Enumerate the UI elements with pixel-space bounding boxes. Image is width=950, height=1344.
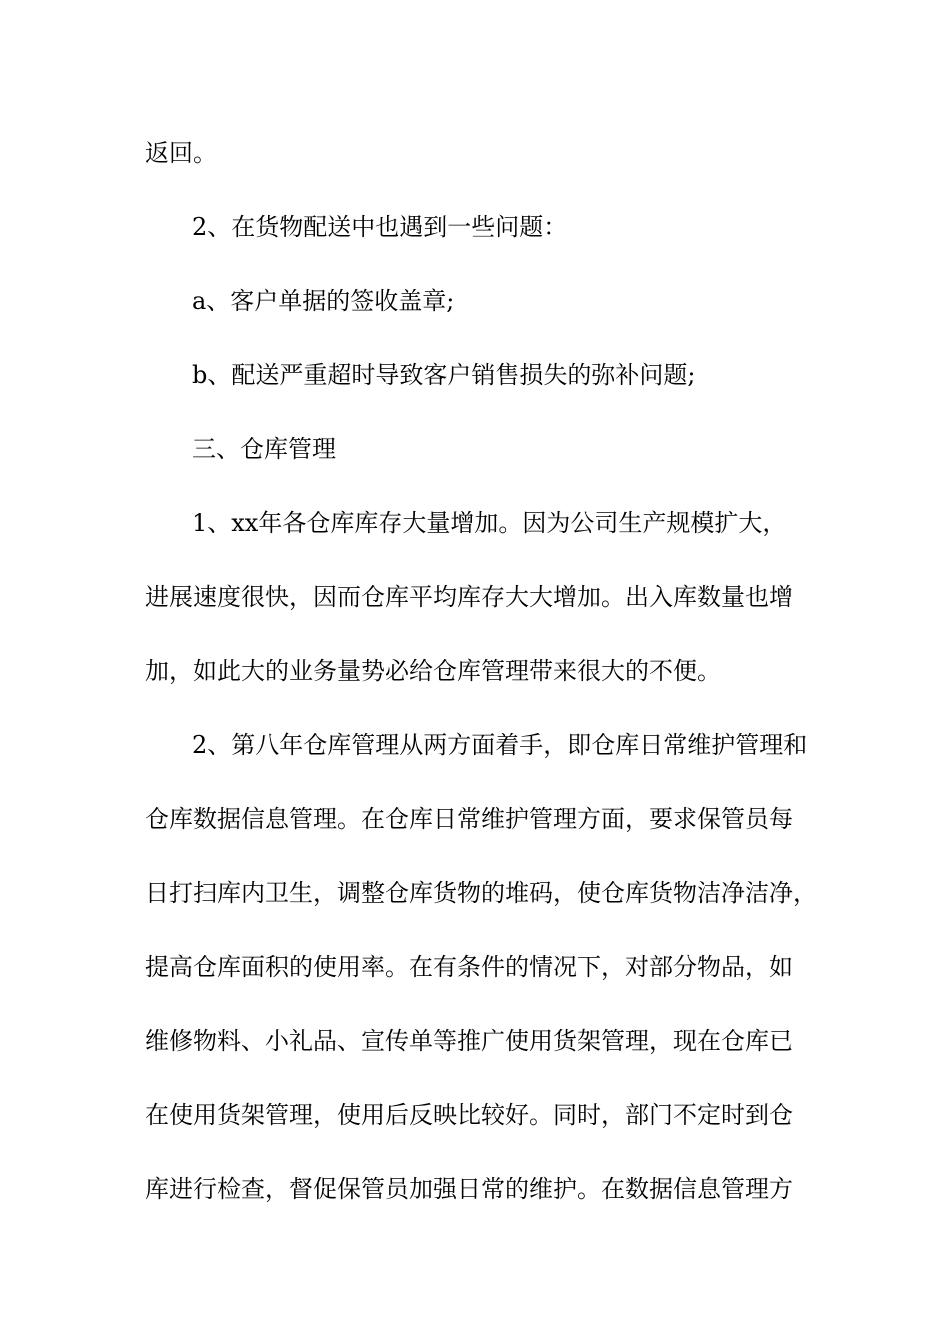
text-line-4: b、配送严重超时导致客户销售损失的弥补问题;	[192, 361, 696, 389]
text-line-15: 库进行检查，督促保管员加强日常的维护。在数据信息管理方	[145, 1175, 793, 1203]
text-line-7: 进展速度很快，因而仓库平均库存大大增加。出入库数量也增	[145, 583, 793, 611]
text-line-6: 1、xx年各仓库库存大量增加。因为公司生产规模扩大，	[192, 509, 787, 537]
text-line-11: 日打扫库内卫生，调整仓库货物的堆码，使仓库货物洁净洁净，	[145, 879, 817, 907]
text-line-3: a、客户单据的签收盖章;	[192, 287, 455, 315]
text-line-1: 返回。	[145, 139, 217, 167]
text-line-10: 仓库数据信息管理。在仓库日常维护管理方面，要求保管员每	[145, 805, 793, 833]
text-line-2: 2、在货物配送中也遇到一些问题：	[192, 213, 568, 241]
text-line-9: 2、第八年仓库管理从两方面着手，即仓库日常维护管理和	[192, 731, 808, 759]
text-line-13: 维修物料、小礼品、宣传单等推广使用货架管理，现在仓库已	[145, 1027, 793, 1055]
text-line-8: 加，如此大的业务量势必给仓库管理带来很大的不便。	[145, 657, 721, 685]
text-line-14: 在使用货架管理，使用后反映比较好。同时，部门不定时到仓	[145, 1101, 793, 1129]
section-heading: 三、仓库管理	[192, 435, 336, 463]
text-line-12: 提高仓库面积的使用率。在有条件的情况下，对部分物品，如	[145, 953, 793, 981]
